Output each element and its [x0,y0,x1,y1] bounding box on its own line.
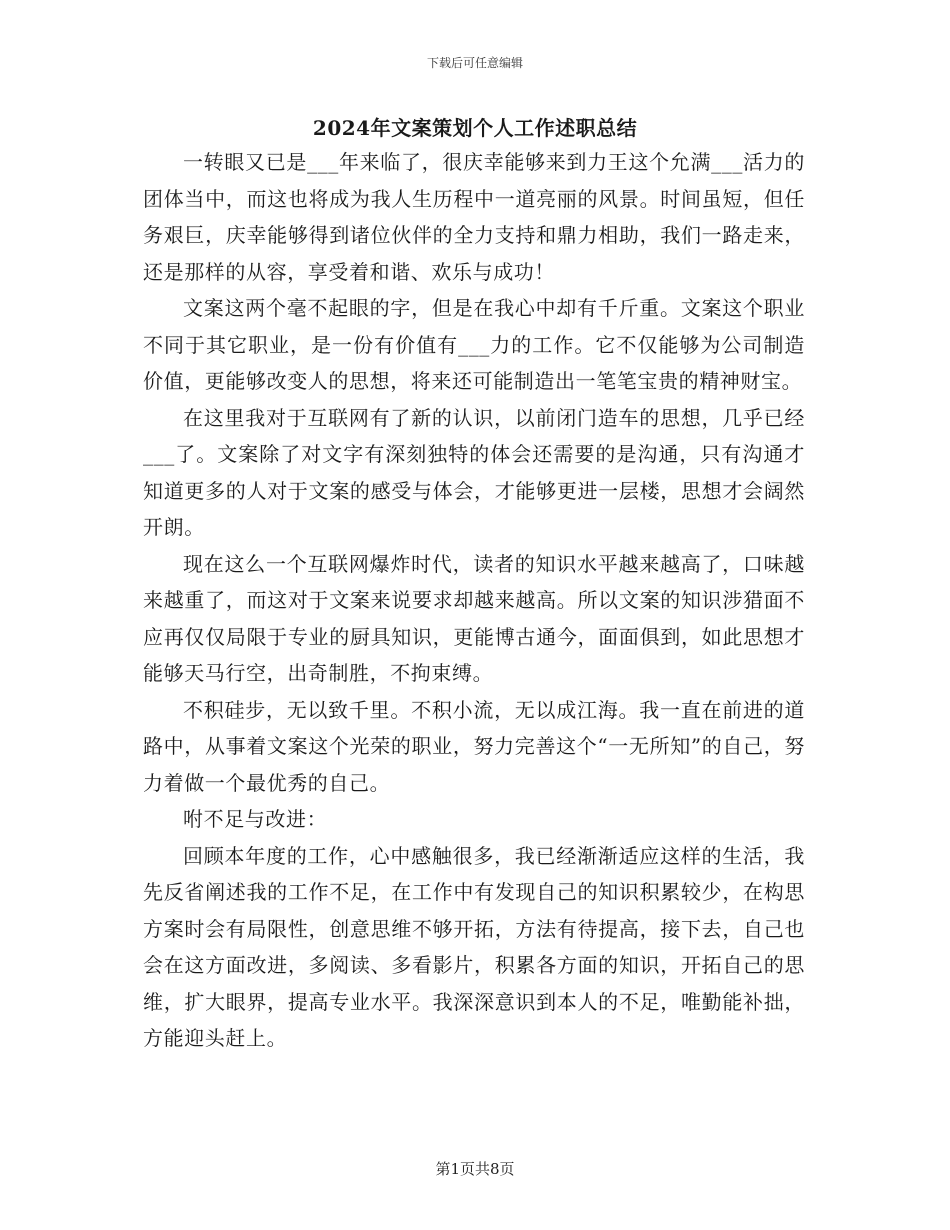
document-body [143,144,805,1057]
section-heading-shortcomings: 咐不足与改进： [183,807,328,831]
page-footer: 第1页共8页 [435,1160,515,1178]
paragraph-internet-insight: 在这里我对于互联网有了新的认识，以前闭门造车的思想，几乎已经___了。文案除了对文字有深刻独特的体会还需要的是沟通，只有沟通才知道更多的人对于文案的感受与体会，才能够更进一层楼，思想才会阔然开朗。 [143,405,805,539]
paragraph-intro: 一转眼又已是___年来临了，很庆幸能够来到力王这个允满___活力的团体当中，而这也将成为我人生历程中一道亮丽的风景。时间虽短，但任务艰巨，庆幸能够得到诸位伙伴的全力支持和鼎力相助，我们一路走来，还是那样的从容，享受着和谐、欢乐与成功！ [143,150,805,284]
document-title: 2024年文案策划个人工作述职总结 [312,116,638,140]
header-note: 下载后可任意编辑 [426,56,523,70]
paragraph-self-improvement: 不积硅步，无以致千里。不积小流，无以成江海。我一直在前进的道路中，从事着文案这个光荣的职业，努力完善这个“一无所知”的自己，努力着做一个最优秀的自己。 [143,697,805,795]
paragraph-knowledge-breadth: 现在这么一个互联网爆炸时代，读者的知识水平越来越高了，口味越来越重了，而这对于文案来说要求却越来越高。所以文案的知识涉猎面不应再仅仅局限于专业的厨具知识，更能博古通今，面面俱到，如此思想才能够天马行空，出奇制胜，不拘束缚。 [143,551,805,685]
paragraph-shortcomings: 回顾本年度的工作，心中感触很多，我已经渐渐适应这样的生活，我先反省阐述我的工作不足，在工作中有发现自己的知识积累较少，在构思方案时会有局限性，创意思维不够开拓，方法有待提高，接下去，自己也会在这方面改进，多阅读、多看影片，积累各方面的知识，开拓自己的思维，扩大眼界，提高专业水平。我深深意识到本人的不足，唯勤能补拙，方能迎头赶上。 [143,843,805,1050]
paragraph-copywriting-value: 文案这两个毫不起眼的字，但是在我心中却有千斤重。文案这个职业不同于其它职业，是一份有价值有___力的工作。它不仅能够为公司制造价值，更能够改变人的思想，将来还可能制造出一笔笔宝贵的精神财宝。 [143,296,805,393]
